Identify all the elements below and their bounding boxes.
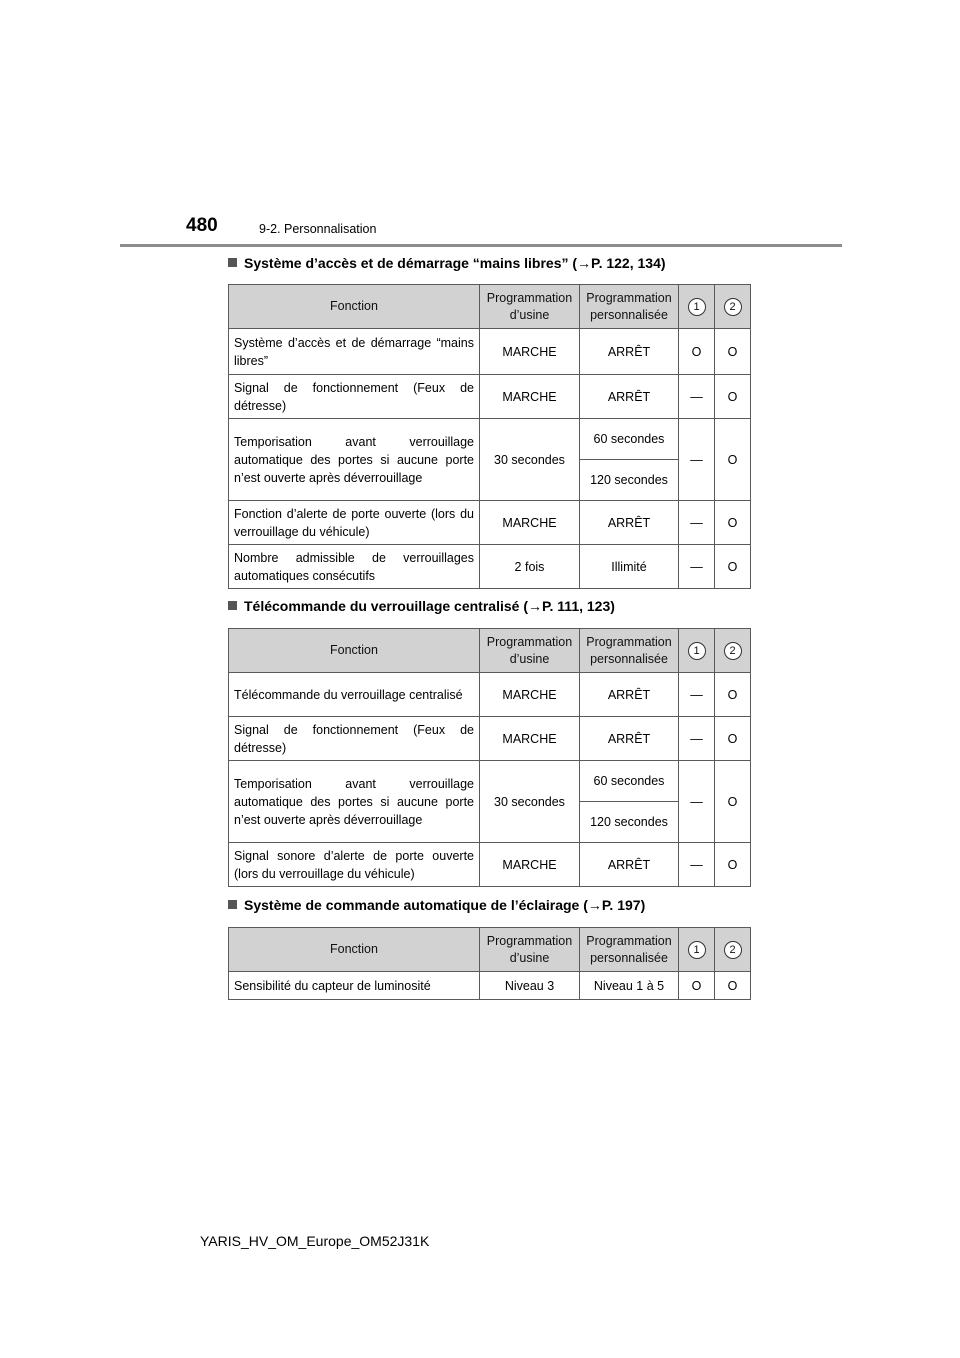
cell-col2: O	[715, 375, 751, 419]
document-id: YARIS_HV_OM_Europe_OM52J31K	[200, 1233, 430, 1249]
table-smart-entry	[228, 284, 751, 589]
table-row	[229, 419, 751, 460]
cell-col1: —	[679, 545, 715, 589]
header-col2	[715, 928, 751, 972]
cell-col1: —	[679, 673, 715, 717]
circle-1-icon: 1	[688, 642, 706, 660]
cell-col2: O	[715, 673, 751, 717]
circle-2-icon: 2	[724, 298, 742, 316]
cell-col2: O	[715, 761, 751, 843]
section-title-smart-entry: Système d’accès et de démarrage “mains libres” (→P. 122, 134)	[228, 255, 666, 271]
cell-factory: MARCHE	[480, 329, 580, 375]
table-row	[229, 972, 751, 1000]
bullet-square-icon	[228, 900, 237, 909]
table-remote-lock	[228, 628, 751, 887]
table-row	[229, 843, 751, 887]
cell-function: Fonction d’alerte de porte ouverte (lors du verrouillage du véhicule)	[229, 501, 480, 545]
header-col1	[679, 928, 715, 972]
header-col1	[679, 629, 715, 673]
table-row	[229, 717, 751, 761]
cell-col1: —	[679, 501, 715, 545]
cell-custom: ARRÊT	[580, 843, 679, 887]
table-auto-lighting	[228, 927, 751, 1000]
cell-custom: ARRÊT	[580, 501, 679, 545]
cell-function: Nombre admissible de verrouillages automatiques consécutifs	[229, 545, 480, 589]
header-function: Fonction	[229, 285, 480, 329]
cell-col1: O	[679, 972, 715, 1000]
cell-col2: O	[715, 972, 751, 1000]
header-factory: Programmation d’usine	[480, 928, 580, 972]
cell-factory: MARCHE	[480, 717, 580, 761]
cell-col2: O	[715, 329, 751, 375]
cell-custom: ARRÊT	[580, 673, 679, 717]
header-function: Fonction	[229, 629, 480, 673]
cell-function: Temporisation avant verrouillage automatique des portes si aucune porte n’est ouverte après déverrouillage	[229, 761, 480, 843]
cell-function: Temporisation avant verrouillage automatique des portes si aucune porte n’est ouverte après déverrouillage	[229, 419, 480, 501]
cell-col2: O	[715, 501, 751, 545]
circle-1-icon: 1	[688, 941, 706, 959]
cell-factory: MARCHE	[480, 843, 580, 887]
header-col1	[679, 285, 715, 329]
table-row	[229, 501, 751, 545]
cell-col1: —	[679, 761, 715, 843]
cell-function: Télécommande du verrouillage centralisé	[229, 673, 480, 717]
cell-factory: 30 secondes	[480, 419, 580, 501]
cell-col1: —	[679, 717, 715, 761]
table-header-row	[229, 285, 751, 329]
cell-factory: MARCHE	[480, 501, 580, 545]
section-title-auto-lighting: Système de commande automatique de l’éclairage (→P. 197)	[228, 897, 645, 913]
header-function: Fonction	[229, 928, 480, 972]
page-number: 480	[186, 215, 218, 236]
header-factory: Programmation d’usine	[480, 285, 580, 329]
cell-factory: Niveau 3	[480, 972, 580, 1000]
cell-custom: Illimité	[580, 545, 679, 589]
table-row	[229, 375, 751, 419]
cell-function: Sensibilité du capteur de luminosité	[229, 972, 480, 1000]
cell-custom-option: 120 secondes	[580, 802, 679, 843]
cell-custom-option: 60 secondes	[580, 419, 679, 460]
cell-custom: ARRÊT	[580, 375, 679, 419]
cell-factory: 2 fois	[480, 545, 580, 589]
cell-factory: 30 secondes	[480, 761, 580, 843]
header-custom: Programmation personnalisée	[580, 285, 679, 329]
cell-function: Système d’accès et de démarrage “mains libres”	[229, 329, 480, 375]
header-factory: Programmation d’usine	[480, 629, 580, 673]
circle-2-icon: 2	[724, 642, 742, 660]
cell-function: Signal de fonctionnement (Feux de détresse)	[229, 375, 480, 419]
cell-custom: Niveau 1 à 5	[580, 972, 679, 1000]
chapter-title: 9-2. Personnalisation	[259, 222, 377, 236]
cell-col1: O	[679, 329, 715, 375]
cell-col2: O	[715, 545, 751, 589]
cell-custom-option: 120 secondes	[580, 460, 679, 501]
header-custom: Programmation personnalisée	[580, 629, 679, 673]
header-divider	[120, 244, 842, 247]
cell-col1: —	[679, 419, 715, 501]
cell-col1: —	[679, 843, 715, 887]
cell-function: Signal sonore d’alerte de porte ouverte (lors du verrouillage du véhicule)	[229, 843, 480, 887]
bullet-square-icon	[228, 601, 237, 610]
header-col2	[715, 629, 751, 673]
table-row	[229, 673, 751, 717]
header-col2	[715, 285, 751, 329]
cell-col2: O	[715, 843, 751, 887]
table-row	[229, 329, 751, 375]
circle-1-icon: 1	[688, 298, 706, 316]
cell-custom: ARRÊT	[580, 717, 679, 761]
table-header-row	[229, 629, 751, 673]
table-row	[229, 761, 751, 802]
cell-col2: O	[715, 419, 751, 501]
header-custom: Programmation personnalisée	[580, 928, 679, 972]
cell-custom-option: 60 secondes	[580, 761, 679, 802]
section-title-remote-lock: Télécommande du verrouillage centralisé (→P. 111, 123)	[228, 598, 615, 614]
cell-factory: MARCHE	[480, 375, 580, 419]
cell-custom: ARRÊT	[580, 329, 679, 375]
cell-factory: MARCHE	[480, 673, 580, 717]
table-row	[229, 545, 751, 589]
cell-col2: O	[715, 717, 751, 761]
circle-2-icon: 2	[724, 941, 742, 959]
cell-function: Signal de fonctionnement (Feux de détresse)	[229, 717, 480, 761]
bullet-square-icon	[228, 258, 237, 267]
table-header-row	[229, 928, 751, 972]
cell-col1: —	[679, 375, 715, 419]
